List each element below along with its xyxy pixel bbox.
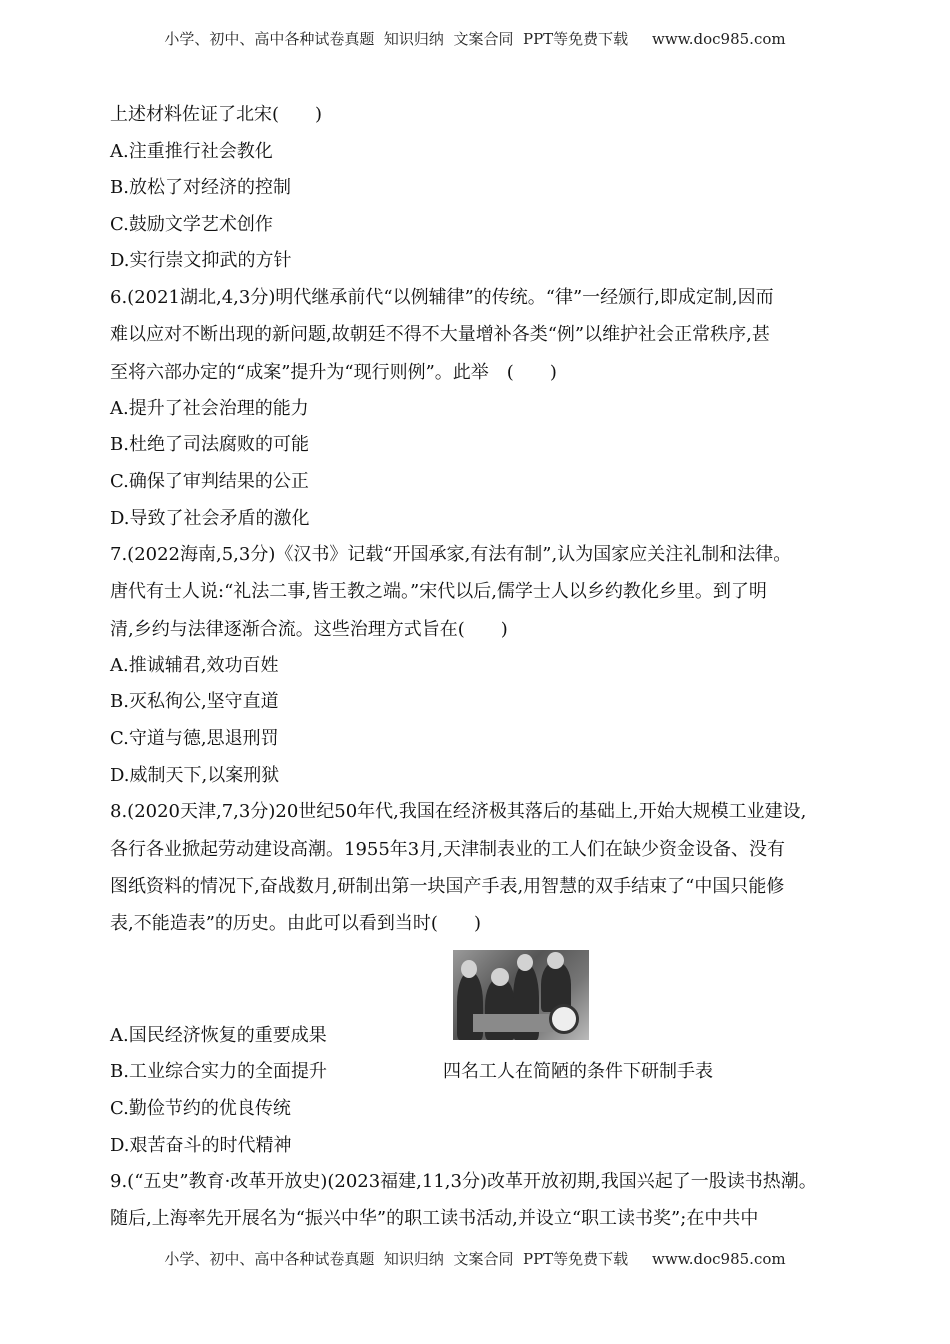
q6-option-c: C.确保了审判结果的公正 — [110, 471, 309, 492]
q8-option-b: B.工业综合实力的全面提升 — [110, 1061, 327, 1082]
page-footer: 小学、初中、高中各种试卷真题 知识归纳 文案合同 PPT等免费下载 www.doc985.com — [164, 1250, 786, 1268]
q7-line-3: 清,乡约与法律逐渐合流。这些治理方式旨在( ) — [110, 619, 508, 640]
q8-line-2: 各行各业掀起劳动建设高潮。1955年3月,天津制表业的工人们在缺少资金设备、没有 — [110, 839, 785, 860]
q5-option-b: B.放松了对经济的控制 — [110, 177, 291, 198]
q8-line-1: 8.(2020天津,7,3分)20世纪50年代,我国在经济极其落后的基础上,开始大规模工业建设, — [110, 801, 807, 822]
photo-caption: 四名工人在简陋的条件下研制手表 — [443, 1061, 713, 1082]
q5-option-c: C.鼓励文学艺术创作 — [110, 214, 273, 235]
page-header: 小学、初中、高中各种试卷真题 知识归纳 文案合同 PPT等免费下载 www.doc985.com — [164, 30, 786, 48]
q7-option-a: A.推诚辅君,效功百姓 — [110, 655, 279, 676]
q5-option-a: A.注重推行社会教化 — [110, 141, 273, 162]
q6-option-a: A.提升了社会治理的能力 — [110, 398, 309, 419]
q6-option-b: B.杜绝了司法腐败的可能 — [110, 434, 309, 455]
q8-option-c: C.勤俭节约的优良传统 — [110, 1098, 291, 1119]
q6-option-d: D.导致了社会矛盾的激化 — [110, 508, 310, 529]
q8-line-4: 表,不能造表”的历史。由此可以看到当时( ) — [110, 913, 481, 934]
workers-photo — [453, 950, 589, 1040]
q7-option-c: C.守道与德,思退刑罚 — [110, 728, 279, 749]
q8-option-d: D.艰苦奋斗的时代精神 — [110, 1135, 292, 1156]
q7-option-b: B.灭私徇公,坚守直道 — [110, 691, 279, 712]
q5-stem: 上述材料佐证了北宋( ) — [110, 104, 323, 125]
q8-line-3: 图纸资料的情况下,奋战数月,研制出第一块国产手表,用智慧的双手结束了“中国只能修 — [110, 876, 785, 897]
q7-line-1: 7.(2022海南,5,3分)《汉书》记载“开国承家,有法有制”,认为国家应关注礼制和法律。 — [110, 544, 792, 565]
q9-line-1: 9.(“五史”教育·改革开放史)(2023福建,11,3分)改革开放初期,我国兴起了一股读书热潮。 — [110, 1171, 817, 1192]
q6-line-1: 6.(2021湖北,4,3分)明代继承前代“以例辅律”的传统。“律”一经颁行,即成定制,因而 — [110, 287, 774, 308]
q6-line-2: 难以应对不断出现的新问题,故朝廷不得不大量增补各类“例”以维护社会正常秩序,甚 — [110, 324, 770, 345]
q6-line-3: 至将六部办定的“成案”提升为“现行则例”。此举 ( ) — [110, 362, 557, 383]
q7-option-d: D.威制天下,以案刑狱 — [110, 765, 280, 786]
q9-line-2: 随后,上海率先开展名为“振兴中华”的职工读书活动,并设立“职工读书奖”;在中共中 — [110, 1208, 759, 1229]
q5-option-d: D.实行崇文抑武的方针 — [110, 250, 292, 271]
q7-line-2: 唐代有士人说:“礼法二事,皆王教之端。”宋代以后,儒学士人以乡约教化乡里。到了明 — [110, 581, 767, 602]
q8-option-a: A.国民经济恢复的重要成果 — [110, 1025, 327, 1046]
